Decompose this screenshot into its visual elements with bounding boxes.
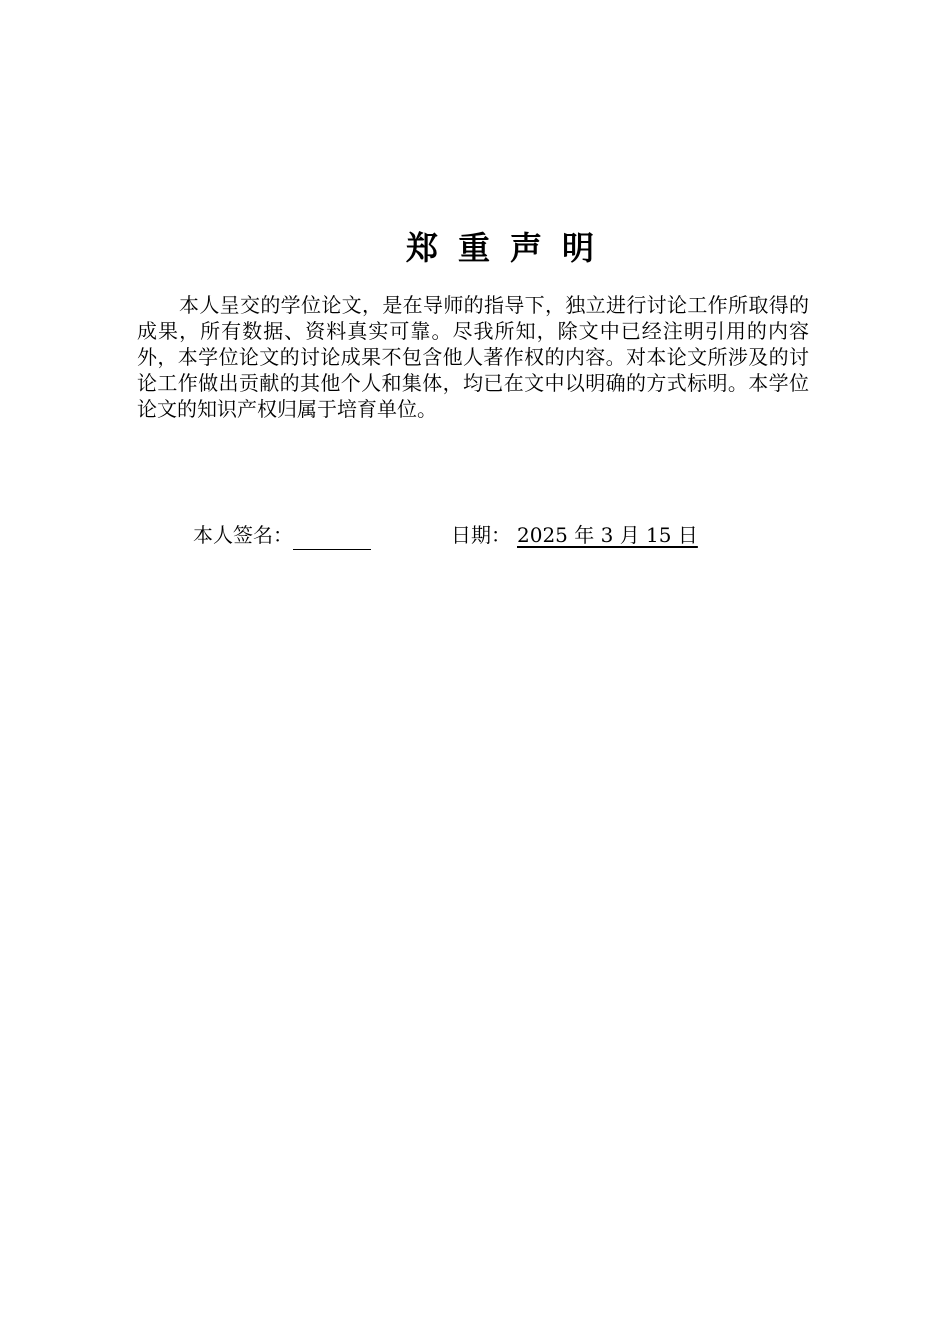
signature-label: 本人签名： — [193, 523, 293, 547]
signature-blank — [293, 527, 371, 550]
declaration-paragraph: 本人呈交的学位论文，是在导师的指导下，独立进行讨论工作所取得的成果，所有数据、资料真实可靠。尽我所知，除文中已经注明引用的内容外，本学位论文的讨论成果不包含他人著作权的内容。对本论文所涉及的讨论工作做出贡献的其他个人和集体，均已在文中以明确的方式标明。本学位论文的知识产权归属于培育单位。 — [137, 293, 809, 421]
page-title: 郑重声明 — [405, 229, 614, 267]
date-label: 日期： — [451, 523, 511, 547]
signature-row — [193, 520, 753, 550]
date-value: 2025 年 3 月 15 日 — [517, 523, 698, 547]
